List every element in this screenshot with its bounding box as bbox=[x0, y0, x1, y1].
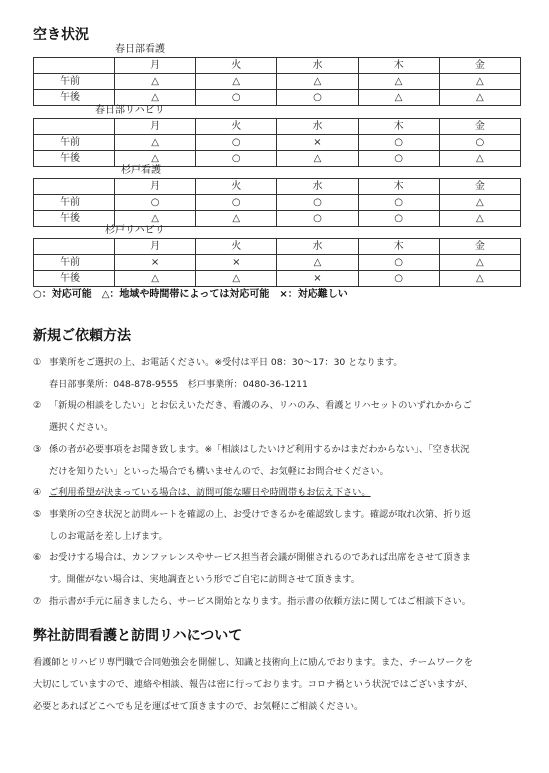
step-text: ご利用希望が決まっている場合は、訪問可能な曜日や時間帯もお伝え下さい。 bbox=[49, 487, 371, 499]
availability-table bbox=[33, 238, 521, 287]
availability-cell: △ bbox=[439, 211, 520, 227]
availability-table bbox=[33, 57, 521, 106]
availability-block bbox=[33, 224, 520, 287]
availability-table bbox=[33, 118, 521, 167]
availability-block bbox=[33, 43, 520, 106]
availability-cell: ○ bbox=[196, 90, 277, 106]
request-step bbox=[33, 482, 525, 504]
availability-cell: △ bbox=[439, 151, 520, 167]
availability-cell: △ bbox=[115, 135, 196, 151]
availability-heading: 空き状況 bbox=[33, 27, 89, 43]
availability-cell: △ bbox=[115, 271, 196, 287]
about-heading: 弊社訪問看護と訪問リハについて bbox=[33, 628, 243, 644]
period-label: 午前 bbox=[34, 74, 115, 90]
period-label: 午前 bbox=[34, 195, 115, 211]
step-number: ⑤ bbox=[33, 508, 42, 520]
request-step bbox=[33, 439, 525, 482]
availability-cell: ○ bbox=[196, 195, 277, 211]
day-header-row bbox=[34, 179, 521, 195]
availability-cell: ○ bbox=[115, 195, 196, 211]
step-number: ⑥ bbox=[33, 552, 42, 564]
block-title bbox=[33, 164, 520, 178]
table-row bbox=[34, 195, 521, 211]
period-label: 午後 bbox=[34, 90, 115, 106]
corner-cell bbox=[34, 179, 115, 195]
step-line bbox=[49, 482, 525, 504]
day-header-cell: 木 bbox=[358, 58, 439, 74]
availability-cell: ○ bbox=[358, 271, 439, 287]
step-line bbox=[49, 439, 525, 461]
availability-cell: △ bbox=[439, 90, 520, 106]
table-row bbox=[34, 255, 521, 271]
step-text: 春日部事業所：048-878-9555 杉戸事業所：0480-36-1211 bbox=[49, 378, 308, 390]
availability-cell: ○ bbox=[358, 211, 439, 227]
corner-cell bbox=[34, 239, 115, 255]
availability-cell: △ bbox=[115, 74, 196, 90]
period-label: 午後 bbox=[34, 211, 115, 227]
availability-cell: △ bbox=[358, 90, 439, 106]
availability-cell: × bbox=[277, 135, 358, 151]
day-header-cell: 月 bbox=[115, 179, 196, 195]
availability-cell: ○ bbox=[358, 255, 439, 271]
step-number: ④ bbox=[33, 487, 42, 499]
request-step bbox=[33, 395, 525, 438]
step-text: 選択ください。 bbox=[49, 422, 114, 434]
day-header-cell: 水 bbox=[277, 119, 358, 135]
availability-cell: △ bbox=[439, 271, 520, 287]
day-header-cell: 木 bbox=[358, 119, 439, 135]
availability-cell: △ bbox=[115, 151, 196, 167]
step-line bbox=[49, 504, 525, 526]
availability-cell: ○ bbox=[439, 135, 520, 151]
block-title bbox=[33, 224, 520, 238]
day-header-cell: 水 bbox=[277, 239, 358, 255]
request-step bbox=[33, 591, 525, 613]
request-step bbox=[33, 352, 525, 395]
availability-cell: △ bbox=[439, 74, 520, 90]
availability-table bbox=[33, 178, 521, 227]
corner-cell bbox=[34, 58, 115, 74]
day-header-cell: 水 bbox=[277, 179, 358, 195]
availability-cell: △ bbox=[115, 211, 196, 227]
step-text: 事業所の空き状況と訪問ルートを確認の上、お受けできるかを確認致します。確認が取れ次第、折り返 bbox=[49, 508, 471, 520]
availability-cell: ○ bbox=[358, 151, 439, 167]
day-header-cell: 木 bbox=[358, 239, 439, 255]
request-steps bbox=[33, 352, 525, 612]
availability-cell: △ bbox=[196, 271, 277, 287]
availability-cell: ○ bbox=[277, 211, 358, 227]
block-title bbox=[33, 104, 520, 118]
step-line bbox=[49, 591, 525, 613]
block-title bbox=[33, 43, 520, 57]
availability-block bbox=[33, 164, 520, 227]
step-text: す。開催がない場合は、実地調査という形でご自宅に訪問させて頂きます。 bbox=[49, 574, 360, 586]
day-header-cell: 金 bbox=[439, 239, 520, 255]
availability-block bbox=[33, 104, 520, 167]
availability-legend: ○：対応可能 △：地域や時間帯によっては対応可能 ×：対応難しい bbox=[33, 289, 348, 300]
step-text: 事業所をご選択の上、お電話ください。※受付は平日 08：30～17：30 となります。 bbox=[49, 357, 403, 368]
day-header-row bbox=[34, 58, 521, 74]
step-line bbox=[49, 352, 525, 374]
day-header-cell: 火 bbox=[196, 239, 277, 255]
about-line: 必要とあればどこへでも足を運ばせて頂きますので、お気軽にご相談ください。 bbox=[33, 701, 364, 712]
availability-cell: ○ bbox=[277, 90, 358, 106]
day-header-cell: 火 bbox=[196, 179, 277, 195]
step-number: ① bbox=[33, 357, 42, 368]
step-text: お受けする場合は、カンファレンスやサービス担当者会議が開催されるのであれば出席をさせて頂きま bbox=[49, 552, 471, 564]
availability-cell: △ bbox=[277, 255, 358, 271]
step-line bbox=[49, 417, 525, 439]
request-step bbox=[33, 547, 525, 590]
day-header-cell: 金 bbox=[439, 179, 520, 195]
availability-cell: △ bbox=[358, 74, 439, 90]
availability-cell: ○ bbox=[277, 195, 358, 211]
day-header-cell: 水 bbox=[277, 58, 358, 74]
about-paragraph bbox=[33, 652, 525, 718]
period-label: 午前 bbox=[34, 255, 115, 271]
availability-cell: △ bbox=[277, 151, 358, 167]
day-header-row bbox=[34, 239, 521, 255]
step-line bbox=[49, 395, 525, 417]
availability-cell: △ bbox=[439, 195, 520, 211]
day-header-cell: 火 bbox=[196, 119, 277, 135]
table-row bbox=[34, 135, 521, 151]
availability-cell: × bbox=[115, 255, 196, 271]
availability-cell: △ bbox=[115, 90, 196, 106]
step-line bbox=[49, 569, 525, 591]
availability-cell: △ bbox=[196, 74, 277, 90]
step-line bbox=[49, 526, 525, 548]
step-text: しのお電話を差し上げます。 bbox=[49, 530, 168, 542]
step-text: 指示書が手元に届きましたら、サービス開始となります。指示書の依頼方法に関してはご相談下さい。 bbox=[49, 595, 471, 607]
availability-cell: ○ bbox=[358, 195, 439, 211]
availability-cell: × bbox=[277, 271, 358, 287]
availability-cell: ○ bbox=[196, 151, 277, 167]
about-line: 大切にしていますので、連絡や相談、報告は密に行っております。コロナ禍という状況ではございますが、 bbox=[33, 679, 474, 690]
day-header-cell: 金 bbox=[439, 119, 520, 135]
block-title-text: 杉戸リハビリ bbox=[105, 225, 165, 236]
table-row bbox=[34, 271, 521, 287]
table-row bbox=[34, 74, 521, 90]
day-header-cell: 月 bbox=[115, 58, 196, 74]
period-label: 午後 bbox=[34, 271, 115, 287]
step-line bbox=[49, 374, 525, 396]
step-number: ② bbox=[33, 400, 42, 412]
corner-cell bbox=[34, 119, 115, 135]
step-number: ⑦ bbox=[33, 595, 42, 607]
block-title-text: 春日部リハビリ bbox=[95, 105, 165, 116]
day-header-cell: 火 bbox=[196, 58, 277, 74]
availability-cell: × bbox=[196, 255, 277, 271]
step-text: 「新規の相談をしたい」とお伝えいただき、看護のみ、リハのみ、看護とリハセットのいずれかからご bbox=[49, 400, 472, 412]
block-title-text: 杉戸看護 bbox=[121, 165, 161, 176]
about-line: 看護師とリハビリ専門職で合同勉強会を開催し、知識と技術向上に励んでおります。また、チームワークを bbox=[33, 657, 473, 668]
day-header-cell: 月 bbox=[115, 119, 196, 135]
block-title-text: 春日部看護 bbox=[115, 44, 165, 55]
period-label: 午後 bbox=[34, 151, 115, 167]
day-header-cell: 金 bbox=[439, 58, 520, 74]
step-text: だけを知りたい」といった場合でも構いませんので、お気軽にお問合せください。 bbox=[49, 465, 389, 477]
step-number: ③ bbox=[33, 443, 42, 455]
availability-cell: △ bbox=[439, 255, 520, 271]
day-header-row bbox=[34, 119, 521, 135]
day-header-cell: 月 bbox=[115, 239, 196, 255]
availability-cell: ○ bbox=[358, 135, 439, 151]
request-step bbox=[33, 504, 525, 547]
day-header-cell: 木 bbox=[358, 179, 439, 195]
step-text: 係の者が必要事項をお聞き致します。※「相談はしたいけど利用するかはまだわからない」、「空き状況 bbox=[49, 443, 470, 455]
step-line bbox=[49, 461, 525, 483]
step-line bbox=[49, 547, 525, 569]
period-label: 午前 bbox=[34, 135, 115, 151]
request-heading: 新規ご依頼方法 bbox=[33, 328, 131, 344]
availability-cell: ○ bbox=[196, 135, 277, 151]
availability-cell: △ bbox=[277, 74, 358, 90]
availability-cell: △ bbox=[196, 211, 277, 227]
